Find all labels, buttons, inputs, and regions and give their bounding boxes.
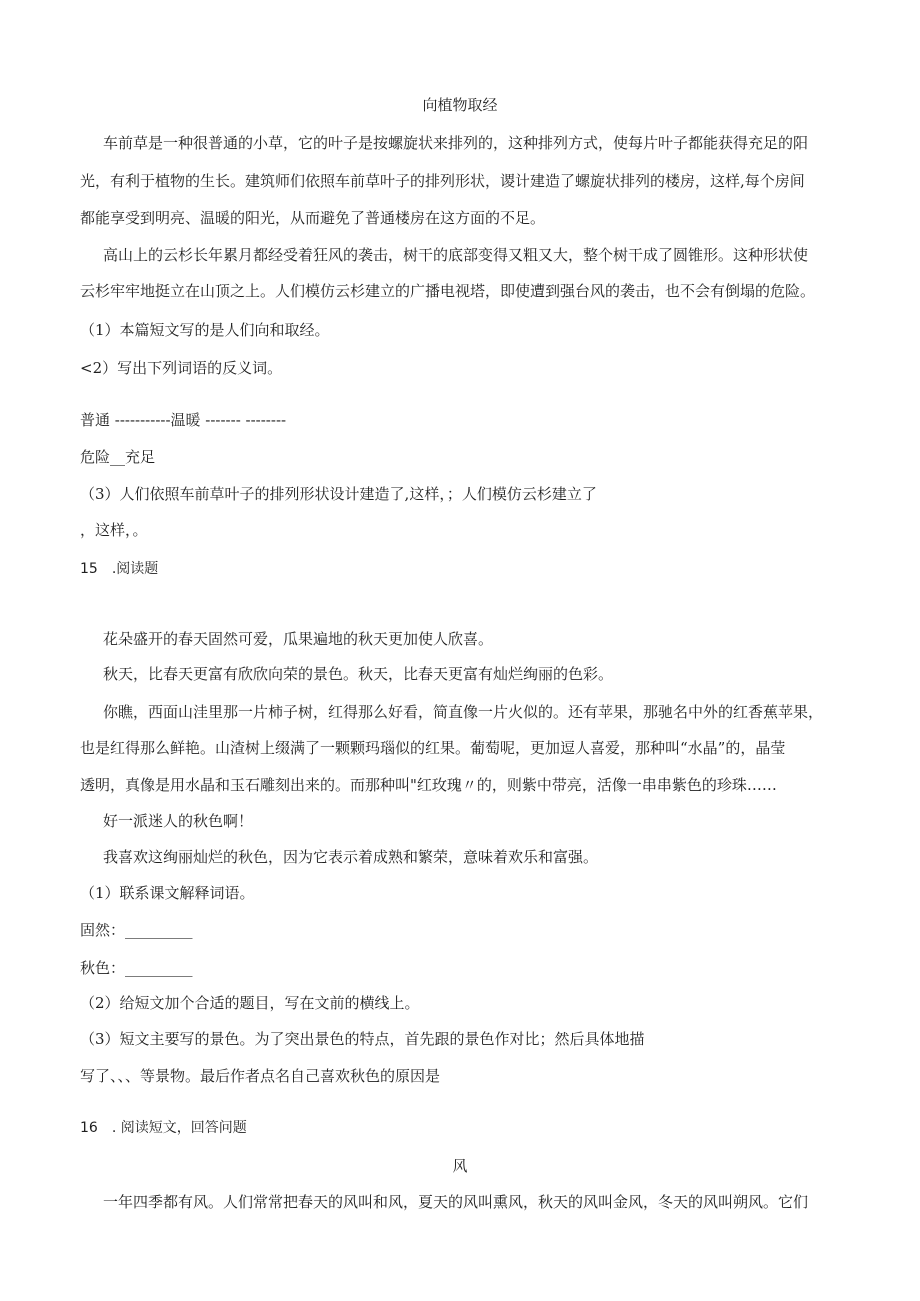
- section-heading: 16 . 阅读短文，回答问题: [80, 1120, 247, 1136]
- passage-title: 向植物取经: [422, 96, 498, 114]
- passage-title: 风: [452, 1157, 468, 1175]
- antonym-line: 普通 -----------温暖 ------- --------: [80, 411, 287, 429]
- question: （3）短文主要写的景色。为了突出景色的特点，首先跟的景色作对比；然后具体地描: [80, 1030, 645, 1048]
- paragraph-line: 高山上的云杉长年累月都经受着狂风的袭击，树干的底部变得又粗又大，整个树干成了圆锥形。这种形状使: [103, 246, 809, 264]
- question: 写了、、、等景物。最后作者点名自己喜欢秋色的原因是: [80, 1067, 441, 1085]
- paragraph-line: 光，有利于植物的生长。建筑师们依照车前草叶子的排列形状，谡计建造了螺旋状排列的楼房，这样,每个房间: [80, 172, 805, 190]
- antonym-line: 危险__充足: [80, 448, 156, 466]
- paragraph-line: 透明，真像是用水晶和玉石雕刻出来的。而那种叫"红玫瑰〃的，则紫中带亮，活像一串串紫色的珍珠……: [80, 776, 777, 794]
- paragraph-line: 我喜欢这绚丽灿烂的秋色，因为它表示着成熟和繁荣，意味着欢乐和富强。: [103, 848, 599, 866]
- paragraph-line: 一年四季都有风。人们常常把春天的风叫和风，夏天的风叫熏风，秋天的风叫金风，冬天的风叫朔风。它们: [103, 1193, 809, 1211]
- answer-line: 秋色：_________: [80, 959, 193, 977]
- paragraph-line: 车前草是一种很普通的小草，它的叶子是按螺旋状来排列的，这种排列方式，使每片叶子都能获得充足的阳: [103, 134, 809, 152]
- paragraph-line: 云杉牢牢地挺立在山顶之上。人们模仿云杉建立的广播电视塔，即使遭到强台风的袭击，也不会有倒塌的危险。: [80, 282, 816, 300]
- answer-line: 固然：_________: [80, 921, 193, 939]
- question: ，这样，。: [80, 521, 148, 539]
- question: <2）写出下列词语的反义词。: [80, 359, 283, 377]
- question: （2）给短文加个合适的题目，写在文前的横线上。: [80, 994, 420, 1012]
- paragraph-line: 花朵盛开的春天固然可爱，瓜果遍地的秋天更加使人欣喜。: [103, 630, 494, 648]
- paragraph-line: 秋天，比春天更富有欣欣向荣的景色。秋天，比春天更富有灿烂绚丽的色彩。: [103, 665, 614, 683]
- paragraph-line: 你瞧，西面山洼里那一片柿子树，红得那么好看，简直像一片火似的。还有苹果，那驰名中外的红香蕉苹果，: [103, 703, 824, 721]
- section-heading: 15 .阅读题: [80, 561, 159, 577]
- question: （1）本篇短文写的是人们向和取经。: [80, 321, 330, 339]
- paragraph-line: 好一派迷人的秋色啊！: [103, 812, 254, 830]
- question: （1）联系课文解释词语。: [80, 884, 255, 902]
- paragraph-line: 都能享受到明亮、温暖的阳光，从而避免了普通楼房在这方面的不足。: [80, 209, 546, 227]
- question: （3）人们依照车前草叶子的排列形状设计建造了,这样，；人们模仿云杉建立了: [80, 485, 597, 503]
- paragraph-line: 也是红得那么鲜艳。山渣树上缀满了一颗颗玛瑙似的红果。葡萄呢，更加逗人喜爱，那种叫“水晶”的，晶莹: [80, 739, 786, 757]
